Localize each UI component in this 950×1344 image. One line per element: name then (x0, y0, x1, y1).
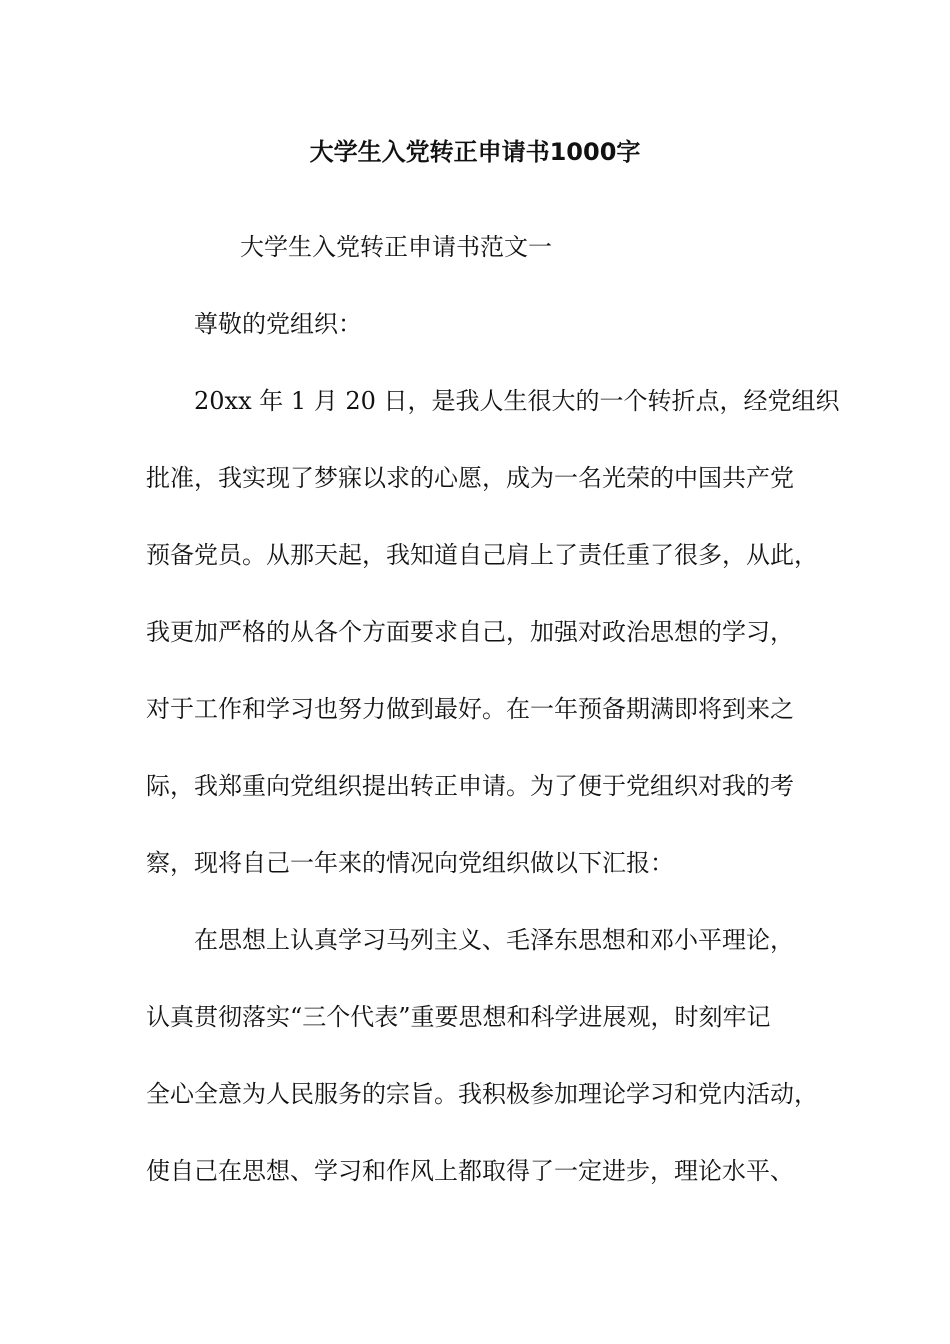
paragraph-line-text: 全心全意为人民服务的宗旨。我积极参加理论学习和党内活动， (146, 1080, 818, 1108)
paragraph-line-text: 使自己在思想、学习和作风上都取得了一定进步，理论水平、 (146, 1157, 794, 1185)
salutation (146, 305, 836, 382)
paragraph-line (146, 1152, 836, 1229)
paragraph-line-text: 际，我郑重向党组织提出转正申请。为了便于党组织对我的考 (146, 772, 794, 800)
paragraph-line (146, 998, 836, 1075)
paragraph-line (146, 459, 836, 536)
document-body (146, 228, 840, 1229)
paragraph-line (146, 536, 836, 613)
subtitle-text: 大学生入党转正申请书范文一 (240, 233, 552, 261)
paragraph-line (146, 844, 836, 921)
paragraph-line (146, 767, 836, 844)
paragraph-line (146, 382, 840, 459)
paragraph-line-text: 认真贯彻落实“三个代表”重要思想和科学进展观，时刻牢记 (146, 1003, 771, 1031)
paragraph-line (146, 1075, 836, 1152)
paragraph-line (146, 613, 836, 690)
document-title: 大学生入党转正申请书1000字 (309, 138, 641, 166)
paragraph-line-text: 对于工作和学习也努力做到最好。在一年预备期满即将到来之 (146, 695, 794, 723)
paragraph-line-text: 察，现将自己一年来的情况向党组织做以下汇报： (146, 849, 674, 877)
paragraph-line-text: 批准，我实现了梦寐以求的心愿，成为一名光荣的中国共产党 (146, 464, 794, 492)
paragraph-line-text: 预备党员。从那天起，我知道自己肩上了责任重了很多，从此， (146, 541, 818, 569)
paragraph-line (146, 690, 836, 767)
salutation-text: 尊敬的党组织： (194, 310, 362, 338)
paragraph-line-text: 20xx 年 1 月 20 日，是我人生很大的一个转折点，经党组织 (194, 387, 840, 415)
section-subtitle (146, 228, 836, 305)
paragraph-line (146, 921, 836, 998)
paragraph-line-text: 在思想上认真学习马列主义、毛泽东思想和邓小平理论， (194, 926, 794, 954)
paragraph-line-text: 我更加严格的从各个方面要求自己，加强对政治思想的学习， (146, 618, 794, 646)
